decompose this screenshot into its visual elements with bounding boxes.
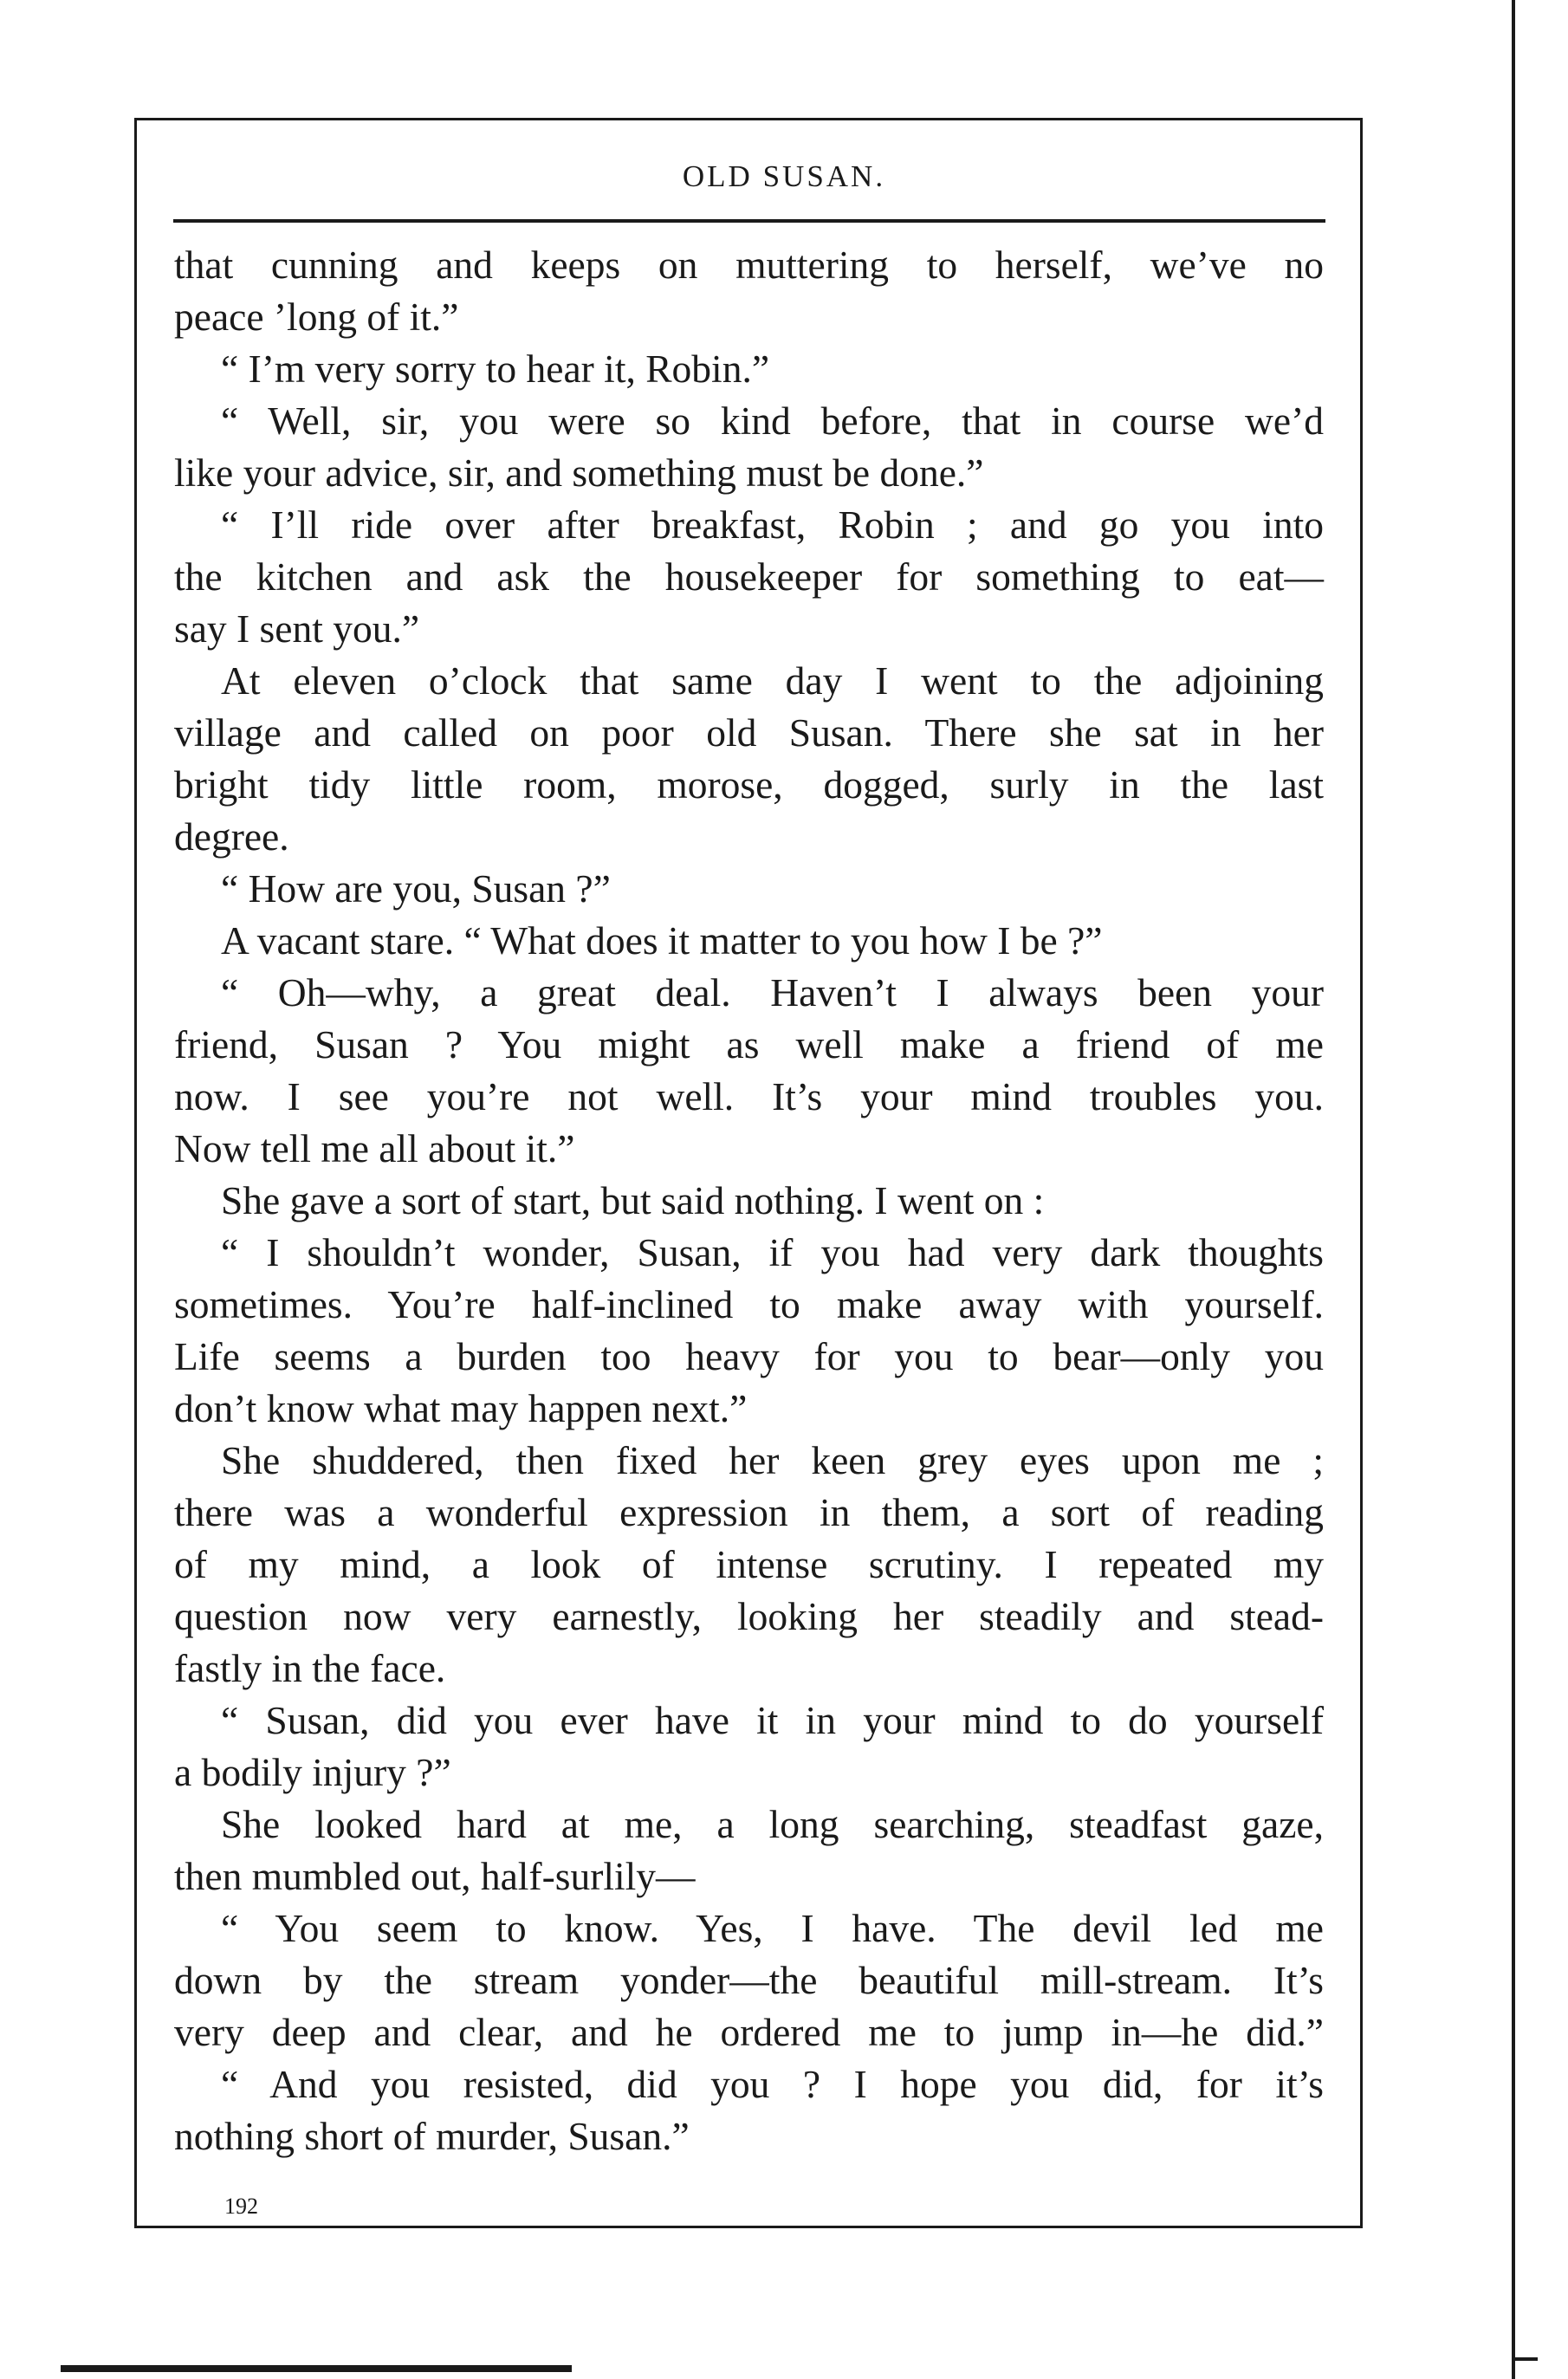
text-line: At eleven o’clock that same day I went to the adjoining: [221, 658, 1324, 703]
text-line: She shuddered, then fixed her keen grey eyes upon me ;: [221, 1438, 1324, 1482]
text-line: “ Well, sir, you were so kind before, that in course we’d: [221, 399, 1324, 443]
text-line: Now tell me all about it.”: [174, 1126, 575, 1170]
text-line: don’t know what may happen next.”: [174, 1386, 748, 1430]
text-line: “ And you resisted, did you ? I hope you did, for it’s: [221, 2062, 1324, 2106]
text-line: nothing short of murder, Susan.”: [174, 2114, 690, 2158]
bottom-rule: [61, 2365, 572, 2372]
text-line: like your advice, sir, and something must be done.”: [174, 451, 984, 495]
text-line: there was a wonderful expression in them, a sort of reading: [174, 1490, 1324, 1534]
page-number: 192: [224, 2194, 258, 2219]
text-line: of my mind, a look of intense scrutiny. I repeated my: [174, 1542, 1324, 1586]
text-line: then mumbled out, half-surlily—: [174, 1854, 696, 1898]
page-edge-line: [1512, 0, 1515, 2379]
text-line: peace ’long of it.”: [174, 295, 459, 339]
text-line: “ I’m very sorry to hear it, Robin.”: [221, 347, 770, 391]
text-line: a bodily injury ?”: [174, 1750, 451, 1794]
text-line: question now very earnestly, looking her steadily and stead-: [174, 1594, 1324, 1638]
text-line: village and called on poor old Susan. There she sat in her: [174, 710, 1324, 755]
text-line: sometimes. You’re half-inclined to make away with yourself.: [174, 1282, 1324, 1326]
text-line: “ I’ll ride over after breakfast, Robin ; and go you into: [221, 502, 1324, 547]
text-line: A vacant stare. “ What does it matter to you how I be ?”: [221, 918, 1103, 963]
header-rule: [173, 219, 1325, 223]
body-text: [174, 239, 1324, 2162]
text-line: “ Susan, did you ever have it in your mind to do yourself: [221, 1698, 1324, 1742]
text-line: She gave a sort of start, but said nothing. I went on :: [221, 1178, 1045, 1222]
text-line: Life seems a burden too heavy for you to bear—only you: [174, 1334, 1324, 1378]
text-line: very deep and clear, and he ordered me to jump in—he did.”: [174, 2010, 1324, 2054]
text-line: the kitchen and ask the housekeeper for something to eat—: [174, 554, 1324, 599]
text-line: say I sent you.”: [174, 606, 420, 651]
corner-mark: [1512, 2335, 1546, 2361]
text-line: friend, Susan ? You might as well make a friend of me: [174, 1022, 1324, 1066]
text-line: down by the stream yonder—the beautiful mill-stream. It’s: [174, 1958, 1324, 2002]
text-line: “ Oh—why, a great deal. Haven’t I always been your: [221, 970, 1324, 1014]
running-head: OLD SUSAN.: [682, 159, 886, 193]
text-line: now. I see you’re not well. It’s your mind troubles you.: [174, 1074, 1324, 1118]
text-line: fastly in the face.: [174, 1646, 446, 1690]
text-line: degree.: [174, 814, 289, 859]
text-line: that cunning and keeps on muttering to herself, we’ve no: [174, 243, 1324, 287]
text-line: “ I shouldn’t wonder, Susan, if you had very dark thoughts: [221, 1230, 1324, 1274]
text-line: bright tidy little room, morose, dogged, surly in the last: [174, 762, 1324, 807]
text-line: She looked hard at me, a long searching, steadfast gaze,: [221, 1802, 1324, 1846]
text-line: “ How are you, Susan ?”: [221, 866, 611, 911]
text-line: “ You seem to know. Yes, I have. The devil led me: [221, 1906, 1324, 1950]
